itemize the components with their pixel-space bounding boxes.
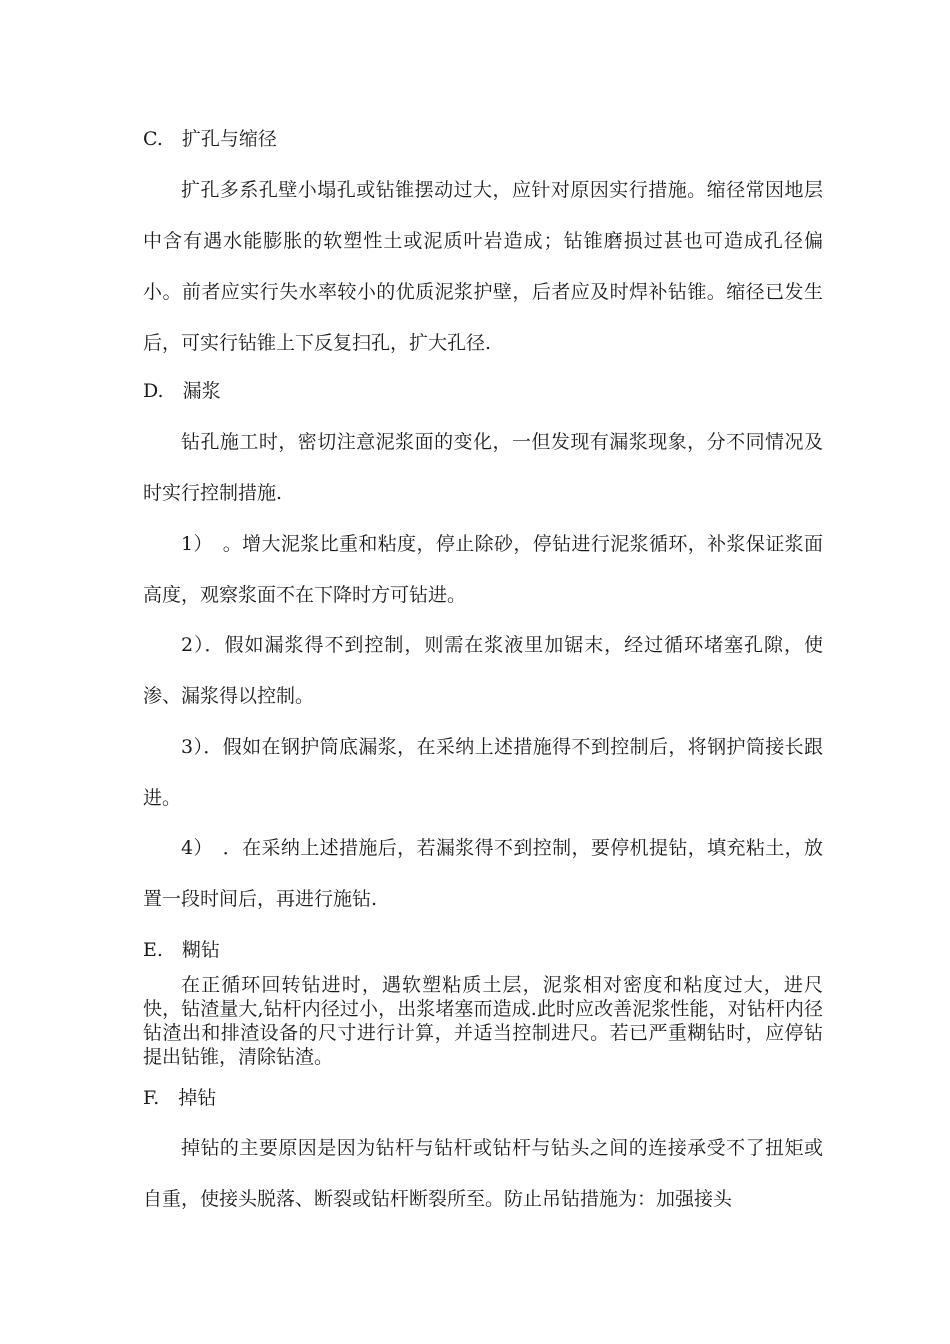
paragraph-c-body: 扩孔多系孔壁小塌孔或钻锥摆动过大，应针对原因实行措施。缩径常因地层中含有遇水能膨胀的软塑性土或泥质叶岩造成；钻锥磨损过甚也可造成孔径偏小。前者应实行失水率较小的优质泥浆护壁，后者应及时焊补钻锥。缩径已发生后，可实行钻锥上下反复扫孔，扩大孔径. [143,179,823,354]
paragraph-d-item-2: 2）．假如漏浆得不到控制，则需在浆液里加锯末，经过循环堵塞孔隙，使渗、漏浆得以控制。 [143,634,823,707]
section-heading-e: E. 糊钻 [143,939,220,961]
section-heading-f: F. 掉钻 [143,1087,217,1109]
paragraph-d-item-1: 1） 。增大泥浆比重和粘度，停止除砂，停钻进行泥浆循环，补浆保证浆面高度，观察浆面不在下降时方可钻进。 [143,533,823,606]
section-heading-d: D. 漏浆 [143,380,221,402]
paragraph-d-intro: 钻孔施工时，密切注意泥浆面的变化，一但发现有漏浆现象，分不同情况及时实行控制措施. [143,431,823,504]
paragraph-d-item-4: 4） ．在采纳上述措施后，若漏浆得不到控制，要停机提钻，填充粘土，放置一段时间后，再进行施钻. [143,837,823,910]
paragraph-d-item-3: 3）．假如在钢护筒底漏浆，在采纳上述措施得不到控制后，将钢护筒接长跟进。 [143,736,823,809]
paragraph-e-body: 在正循环回转钻进时，遇软塑粘质土层，泥浆相对密度和粘度过大，进尺快，钻渣量大,钻杆内径过小，出浆堵塞而造成.此时应改善泥浆性能，对钻杆内径钻渣出和排渣设备的尺寸进行计算，并适当控制进尺。若已严重糊钻时，应停钻提出钻锥，清除钻渣。 [143,974,823,1068]
section-heading-c: C. 扩孔与缩径 [143,128,277,150]
paragraph-f-body: 掉钻的主要原因是因为钻杆与钻杆或钻杆与钻头之间的连接承受不了扭矩或自重，使接头脱落、断裂或钻杆断裂所至。防止吊钻措施为：加强接头 [143,1137,823,1210]
